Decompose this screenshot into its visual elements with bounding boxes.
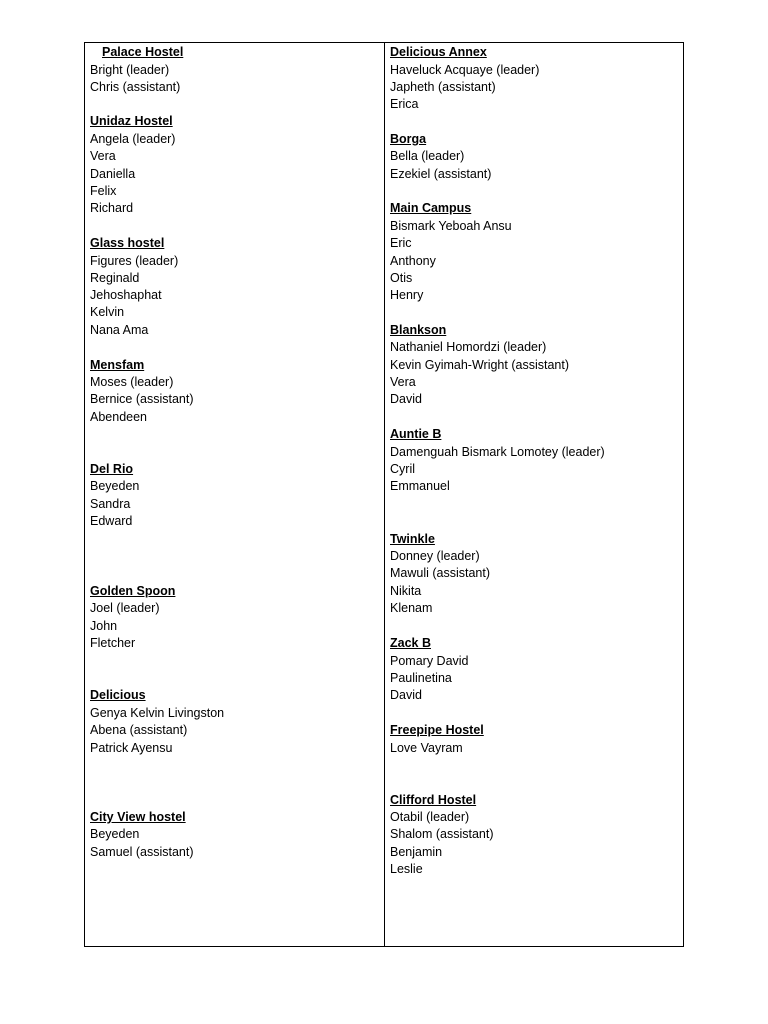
member: Nana Ama	[90, 323, 149, 337]
member: Kevin Gyimah-Wright (assistant)	[390, 358, 569, 372]
member: Fletcher	[90, 636, 136, 650]
group-title: Freepipe Hostel	[390, 723, 484, 737]
column-divider	[384, 43, 385, 946]
member: Otabil (leader)	[390, 810, 470, 824]
group-title: Palace Hostel	[102, 45, 184, 59]
member: Daniella	[90, 167, 136, 181]
group-title: City View hostel	[90, 810, 186, 824]
member: Mawuli (assistant)	[390, 566, 491, 580]
member: Pomary David	[390, 654, 469, 668]
member: Sandra	[90, 497, 131, 511]
group-title: Unidaz Hostel	[90, 114, 173, 128]
group-title: Auntie B	[390, 427, 442, 441]
group-title: Golden Spoon	[90, 584, 176, 598]
member: Anthony	[390, 254, 436, 268]
member: Eric	[390, 236, 412, 250]
member: Japheth (assistant)	[390, 80, 496, 94]
group-title: Clifford Hostel	[390, 793, 477, 807]
member: Jehoshaphat	[90, 288, 162, 302]
member: Emmanuel	[390, 479, 450, 493]
group-title: Borga	[390, 132, 427, 146]
member: Otis	[390, 271, 413, 285]
member: David	[390, 688, 422, 702]
member: Ezekiel (assistant)	[390, 167, 492, 181]
member: Klenam	[390, 601, 433, 615]
member: Samuel (assistant)	[90, 845, 194, 859]
member: Beyeden	[90, 479, 140, 493]
member: Damenguah Bismark Lomotey (leader)	[390, 445, 605, 459]
hostel-assignments-table	[84, 42, 684, 947]
member: Kelvin	[90, 305, 125, 319]
member: David	[390, 392, 422, 406]
member: Abendeen	[90, 410, 148, 424]
member: Nathaniel Homordzi (leader)	[390, 340, 547, 354]
member: Erica	[390, 97, 419, 111]
member: Nikita	[390, 584, 422, 598]
member: Bismark Yeboah Ansu	[390, 219, 512, 233]
group-title: Twinkle	[390, 532, 435, 546]
group-title: Delicious	[90, 688, 146, 702]
member: Patrick Ayensu	[90, 741, 173, 755]
member: Haveluck Acquaye (leader)	[390, 63, 540, 77]
group-title: Zack B	[390, 636, 431, 650]
member: Henry	[390, 288, 424, 302]
group-title: Delicious Annex	[390, 45, 487, 59]
group-title: Main Campus	[390, 201, 472, 215]
member: Joel (leader)	[90, 601, 160, 615]
group-title: Mensfam	[90, 358, 145, 372]
member: Abena (assistant)	[90, 723, 188, 737]
member: Bernice (assistant)	[90, 392, 194, 406]
member: Chris (assistant)	[90, 80, 181, 94]
member: Bright (leader)	[90, 63, 170, 77]
member: Moses (leader)	[90, 375, 174, 389]
member: Donney (leader)	[390, 549, 480, 563]
member: Vera	[390, 375, 416, 389]
member: Richard	[90, 201, 134, 215]
member: Felix	[90, 184, 117, 198]
member: Beyeden	[90, 827, 140, 841]
member: Cyril	[390, 462, 415, 476]
group-title: Glass hostel	[90, 236, 165, 250]
member: Shalom (assistant)	[390, 827, 494, 841]
member: Love Vayram	[390, 741, 463, 755]
group-title: Blankson	[390, 323, 447, 337]
member: Genya Kelvin Livingston	[90, 706, 225, 720]
member: Angela (leader)	[90, 132, 176, 146]
member: Vera	[90, 149, 116, 163]
member: Benjamin	[390, 845, 443, 859]
member: John	[90, 619, 118, 633]
member: Paulinetina	[390, 671, 452, 685]
member: Reginald	[90, 271, 140, 285]
member: Figures (leader)	[90, 254, 179, 268]
group-title: Del Rio	[90, 462, 134, 476]
member: Edward	[90, 514, 133, 528]
member: Leslie	[390, 862, 423, 876]
member: Bella (leader)	[390, 149, 465, 163]
